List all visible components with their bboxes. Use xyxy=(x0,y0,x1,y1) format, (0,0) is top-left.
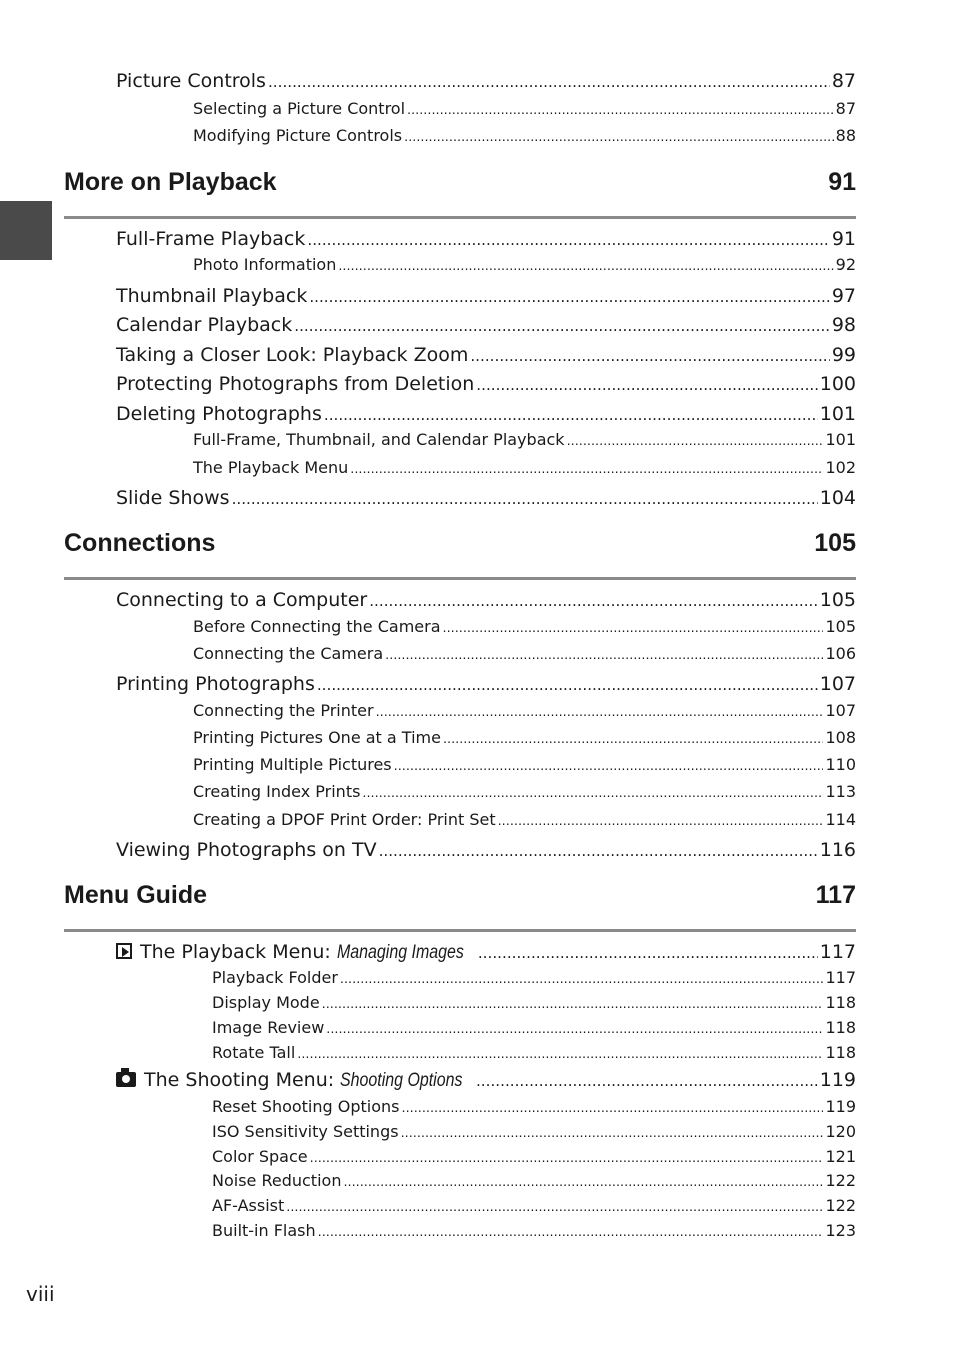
dot-leader xyxy=(470,344,829,366)
dot-leader xyxy=(369,589,818,611)
toc-entry-page-number: 117 xyxy=(819,941,856,963)
dot-leader xyxy=(404,126,834,145)
toc-entry[interactable] xyxy=(116,314,856,336)
section-page-number: 105 xyxy=(814,529,856,557)
toc-entry[interactable] xyxy=(212,968,856,987)
dot-leader xyxy=(476,373,817,395)
toc-entry[interactable] xyxy=(116,285,856,307)
toc-entry-page-number: 87 xyxy=(831,70,856,92)
toc-entry-title: Playback Folder xyxy=(212,968,338,987)
toc-entry-title: Full-Frame Playback xyxy=(116,228,306,250)
toc-entry-page-number: 100 xyxy=(819,373,856,395)
toc-entry-title: Connecting the Camera xyxy=(193,644,384,663)
toc-entry-page-number: 92 xyxy=(835,255,856,274)
toc-entry-page-number: 88 xyxy=(835,126,856,145)
dot-leader xyxy=(385,644,823,663)
toc-entry-page-number: 118 xyxy=(825,993,856,1012)
toc-entry-title: Display Mode xyxy=(212,993,320,1012)
toc-entry-title: Before Connecting the Camera xyxy=(193,617,441,636)
dot-leader xyxy=(362,782,823,801)
toc-entry[interactable] xyxy=(193,430,856,449)
section-title: More on Playback xyxy=(64,168,277,196)
toc-entry-page-number: 121 xyxy=(825,1147,856,1166)
toc-entry-title: Printing Pictures One at a Time xyxy=(193,728,441,747)
toc-entry[interactable] xyxy=(193,458,856,477)
dot-leader xyxy=(326,1018,823,1037)
toc-entry-page-number: 116 xyxy=(819,839,856,861)
dot-leader xyxy=(343,1171,823,1190)
dot-leader xyxy=(309,285,829,307)
toc-entry[interactable] xyxy=(116,373,856,395)
dot-leader xyxy=(310,1147,824,1166)
page-number: viii xyxy=(26,1282,55,1306)
toc-entry-page-number: 113 xyxy=(825,782,856,801)
dot-leader xyxy=(443,728,824,747)
toc-entry-title: Full-Frame, Thumbnail, and Calendar Playback xyxy=(193,430,565,449)
toc-entry-title: Picture Controls xyxy=(116,70,266,92)
dot-leader xyxy=(443,617,824,636)
toc-entry[interactable] xyxy=(116,941,856,964)
toc-entry-title: ISO Sensitivity Settings xyxy=(212,1122,399,1141)
toc-entry-page-number: 101 xyxy=(825,430,856,449)
toc-entry-page-number: 118 xyxy=(825,1043,856,1062)
chapter-tab-marker xyxy=(0,201,52,260)
section-title: Connections xyxy=(64,529,216,557)
dot-leader xyxy=(478,941,818,963)
toc-entry[interactable] xyxy=(193,255,856,274)
toc-entry[interactable] xyxy=(193,755,856,774)
toc-entry[interactable] xyxy=(212,1018,856,1037)
toc-entry[interactable] xyxy=(116,673,856,695)
toc-entry[interactable] xyxy=(193,644,856,663)
toc-entry-page-number: 105 xyxy=(825,617,856,636)
toc-entry[interactable] xyxy=(212,993,856,1012)
toc-entry[interactable] xyxy=(193,126,856,145)
toc-entry[interactable] xyxy=(116,70,856,92)
toc-entry-title: Built-in Flash xyxy=(212,1221,316,1240)
toc-entry-page-number: 119 xyxy=(819,1069,856,1091)
toc-entry-title: Creating Index Prints xyxy=(193,782,361,801)
toc-entry-title: Printing Multiple Pictures xyxy=(193,755,392,774)
toc-entry-page-number: 106 xyxy=(825,644,856,663)
dot-leader xyxy=(307,228,829,250)
toc-entry-title: The Shooting Menu: xyxy=(144,1069,341,1091)
toc-entry-title: Creating a DPOF Print Order: Print Set xyxy=(193,810,496,829)
section-heading xyxy=(64,168,856,219)
toc-entry[interactable] xyxy=(212,1043,856,1062)
toc-entry-page-number: 108 xyxy=(825,728,856,747)
dot-leader xyxy=(350,458,823,477)
dot-leader xyxy=(394,755,824,774)
toc-entry-page-number: 110 xyxy=(825,755,856,774)
toc-entry-page-number: 102 xyxy=(825,458,856,477)
toc-entry-title: Rotate Tall xyxy=(212,1043,296,1062)
playback-menu-icon xyxy=(116,943,132,959)
toc-entry[interactable] xyxy=(212,1171,856,1190)
dot-leader xyxy=(376,701,824,720)
toc-entry[interactable] xyxy=(212,1221,856,1240)
dot-leader xyxy=(318,1221,824,1240)
toc-entry-page-number: 97 xyxy=(831,285,856,307)
toc-entry-title: Viewing Photographs on TV xyxy=(116,839,377,861)
toc-entry[interactable] xyxy=(212,1196,856,1215)
toc-entry-page-number: 99 xyxy=(831,344,856,366)
section-page-number: 91 xyxy=(828,168,856,196)
toc-entry-title: Taking a Closer Look: Playback Zoom xyxy=(116,344,469,366)
toc-entry-title: Deleting Photographs xyxy=(116,403,322,425)
toc-entry-title: The Playback Menu xyxy=(193,458,349,477)
toc-entry[interactable] xyxy=(116,403,856,425)
section-heading xyxy=(64,529,856,580)
toc-entry[interactable] xyxy=(193,782,856,801)
toc-entry[interactable] xyxy=(116,589,856,611)
toc-entry-title: Printing Photographs xyxy=(116,673,315,695)
toc-entry-title: Connecting to a Computer xyxy=(116,589,368,611)
dot-leader xyxy=(401,1122,824,1141)
shooting-menu-icon xyxy=(116,1072,136,1087)
toc-entry[interactable] xyxy=(212,1147,856,1166)
dot-leader xyxy=(567,430,824,449)
dot-leader xyxy=(294,314,830,336)
toc-entry-title: Color Space xyxy=(212,1147,308,1166)
toc-entry-page-number: 104 xyxy=(819,487,856,509)
dot-leader xyxy=(297,1043,823,1062)
dot-leader xyxy=(268,70,830,92)
toc-entry-page-number: 117 xyxy=(825,968,856,987)
toc-entry-subtitle: Managing Images xyxy=(336,942,464,963)
toc-entry-page-number: 122 xyxy=(825,1171,856,1190)
toc-entry[interactable] xyxy=(212,1122,856,1141)
toc-entry-page-number: 107 xyxy=(825,701,856,720)
dot-leader xyxy=(322,993,824,1012)
toc-entry[interactable] xyxy=(116,839,856,861)
toc-entry-title: Noise Reduction xyxy=(212,1171,342,1190)
toc-entry-title: Photo Information xyxy=(193,255,337,274)
toc-entry-page-number: 101 xyxy=(819,403,856,425)
toc-entry-title: Selecting a Picture Control xyxy=(193,99,406,118)
dot-leader xyxy=(317,673,818,695)
toc-entry[interactable] xyxy=(193,617,856,636)
toc-entry-page-number: 107 xyxy=(819,673,856,695)
toc-entry[interactable] xyxy=(193,810,856,829)
toc-entry-page-number: 120 xyxy=(825,1122,856,1141)
toc-entry-page-number: 119 xyxy=(825,1097,856,1116)
toc-entry[interactable] xyxy=(116,487,856,509)
toc-entry-subtitle: Shooting Options xyxy=(340,1070,463,1091)
toc-entry-title: Modifying Picture Controls xyxy=(193,126,403,145)
toc-entry-page-number: 122 xyxy=(825,1196,856,1215)
toc-entry-page-number: 87 xyxy=(835,99,856,118)
toc-entry-page-number: 91 xyxy=(831,228,856,250)
toc-entry-title: Connecting the Printer xyxy=(193,701,374,720)
section-heading xyxy=(64,881,856,932)
dot-leader xyxy=(498,810,824,829)
dot-leader xyxy=(340,968,824,987)
toc-entry-title: Slide Shows xyxy=(116,487,230,509)
toc-entry-title: Image Review xyxy=(212,1018,325,1037)
toc-entry-title: AF-Assist xyxy=(212,1196,285,1215)
dot-leader xyxy=(232,487,818,509)
toc-entry-title: The Playback Menu: xyxy=(140,941,337,963)
dot-leader xyxy=(324,403,818,425)
toc-entry-page-number: 118 xyxy=(825,1018,856,1037)
toc-entry-title: Calendar Playback xyxy=(116,314,293,336)
toc-entry[interactable] xyxy=(116,228,856,250)
toc-entry[interactable] xyxy=(193,701,856,720)
toc-entry[interactable] xyxy=(193,99,856,118)
dot-leader xyxy=(379,839,818,861)
section-page-number: 117 xyxy=(815,881,856,909)
toc-entry-page-number: 114 xyxy=(825,810,856,829)
dot-leader xyxy=(407,99,834,118)
toc-entry[interactable] xyxy=(212,1097,856,1116)
dot-leader xyxy=(286,1196,823,1215)
toc-entry-title: Thumbnail Playback xyxy=(116,285,308,307)
toc-entry[interactable] xyxy=(193,728,856,747)
toc-entry[interactable] xyxy=(116,344,856,366)
toc-entry-page-number: 105 xyxy=(819,589,856,611)
toc-entry-title: Reset Shooting Options xyxy=(212,1097,400,1116)
toc-entry-title: Protecting Photographs from Deletion xyxy=(116,373,475,395)
dot-leader xyxy=(338,255,833,274)
toc-entry-page-number: 98 xyxy=(831,314,856,336)
dot-leader xyxy=(476,1069,818,1091)
toc-entry-page-number: 123 xyxy=(825,1221,856,1240)
section-title: Menu Guide xyxy=(64,881,208,909)
dot-leader xyxy=(402,1097,824,1116)
toc-entry[interactable] xyxy=(116,1069,856,1092)
